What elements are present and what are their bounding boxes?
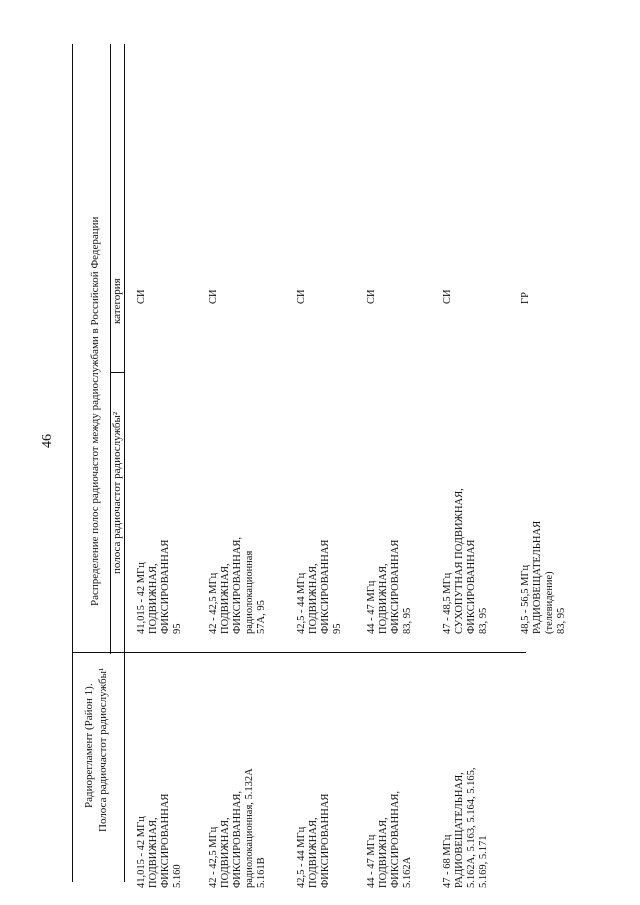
cell-line: 41,015 - 42 МГц [136, 816, 147, 888]
cell-line: РАДИОВЕЩАТЕЛЬНАЯ, [453, 772, 465, 888]
row-4-mid-cell [442, 488, 490, 634]
cell-line: 5.169, 5.171 [477, 835, 489, 888]
cell-line: РАДИОВЕЩАТЕЛЬНАЯ [531, 520, 543, 634]
cell-line: ПОДВИЖНАЯ, [219, 817, 231, 888]
table-rule-col-split [72, 652, 526, 653]
row-5-mid-cell [520, 521, 568, 634]
row-5-category: ГР [520, 292, 531, 304]
cell-line: 95 [171, 623, 183, 634]
cell-line: ПОДВИЖНАЯ, [147, 817, 159, 888]
cell-line: ФИКСИРОВАННАЯ [465, 539, 477, 634]
header-right-col1: полоса радиочастот радиослужбы² [111, 411, 123, 574]
header-left-sub: Полоса радиочастот радиослужбы¹ [97, 667, 109, 832]
row-3-left-cell [366, 791, 414, 888]
row-1-left-cell [208, 768, 268, 888]
cell-line: 47 - 68 МГц [442, 834, 453, 888]
row-4-category: СИ [442, 289, 453, 304]
cell-line: 48,5 - 56,5 МГц [520, 564, 531, 634]
header-left-title: Радиорегламент (Район 1). [83, 683, 95, 808]
cell-line: ПОДВИЖНАЯ, [219, 563, 231, 634]
cell-line: ФИКСИРОВАННАЯ [389, 539, 401, 634]
cell-line: СУХОПУТНАЯ ПОДВИЖНАЯ, [453, 488, 465, 634]
cell-line: 42,5 - 44 МГц [296, 826, 307, 888]
cell-line: 57А, 95 [255, 600, 267, 634]
row-1-category: СИ [208, 289, 219, 304]
row-0-category: СИ [136, 289, 147, 304]
table-rule-top [72, 44, 73, 882]
header-right-col2: категория [111, 278, 123, 324]
cell-line: 42,5 - 44 МГц [296, 572, 307, 634]
cell-line: 83, 95 [555, 607, 567, 634]
cell-line: 42 - 42,5 МГц [208, 826, 219, 888]
cell-line: радиолокационная [243, 550, 255, 634]
cell-line: ПОДВИЖНАЯ, [307, 563, 319, 634]
row-3-category: СИ [366, 289, 377, 304]
cell-line: ФИКСИРОВАННАЯ [319, 793, 331, 888]
table-rule-cat-split [110, 372, 124, 373]
cell-line: 44 - 47 МГц [366, 580, 377, 634]
cell-line: ФИКСИРОВАННАЯ [159, 793, 171, 888]
cell-line: ПОДВИЖНАЯ, [147, 563, 159, 634]
row-3-mid-cell [366, 540, 414, 634]
row-4-left-cell [442, 768, 490, 888]
cell-line: 42 - 42,5 МГц [208, 572, 219, 634]
row-2-left-cell [296, 794, 332, 888]
cell-line: ФИКСИРОВАННАЯ, [389, 790, 401, 888]
cell-line: 5.161В [255, 857, 267, 888]
cell-line: ФИКСИРОВАННАЯ, [231, 536, 243, 634]
cell-line: (телевидение) [543, 571, 555, 634]
cell-line: 83, 95 [477, 607, 489, 634]
cell-line: 5.160 [171, 864, 183, 888]
cell-line: ФИКСИРОВАННАЯ [159, 539, 171, 634]
cell-line: ПОДВИЖНАЯ, [377, 817, 389, 888]
header-right-title: Распределение полос радиочастот между радиослужбами в Российской Федерации [89, 216, 101, 606]
row-1-mid-cell [208, 537, 268, 634]
row-2-category: СИ [296, 289, 307, 304]
cell-line: 95 [331, 623, 343, 634]
cell-line: 44 - 47 МГц [366, 834, 377, 888]
cell-line: 83, 95 [401, 607, 413, 634]
row-0-left-cell [136, 794, 184, 888]
table-rule-header [124, 44, 125, 882]
page-number: 46 [40, 434, 55, 448]
cell-line: ФИКСИРОВАННАЯ, [231, 790, 243, 888]
row-2-mid-cell [296, 540, 344, 634]
cell-line: радиолокационная, 5.132А [243, 768, 255, 888]
cell-line: 47 - 48,5 МГц [442, 572, 453, 634]
cell-line: 5.162А, 5.163, 5.164, 5.165, [465, 767, 477, 888]
cell-line: ФИКСИРОВАННАЯ [319, 539, 331, 634]
cell-line: ПОДВИЖНАЯ, [307, 817, 319, 888]
cell-line: 5.162А [401, 856, 413, 888]
row-0-mid-cell [136, 540, 184, 634]
cell-line: ПОДВИЖНАЯ, [377, 563, 389, 634]
cell-line: 41,015 - 42 МГц [136, 562, 147, 634]
